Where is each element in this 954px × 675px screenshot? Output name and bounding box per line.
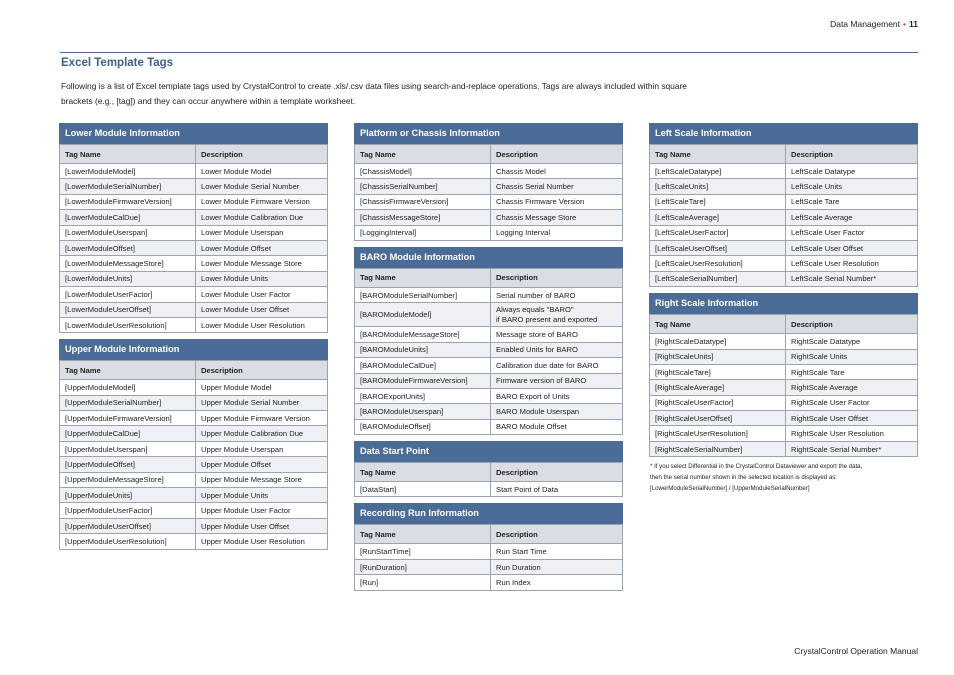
column-header-tag-name: Tag Name [355,268,491,287]
tag-name-cell: [UpperModuleUserResolution] [60,534,196,549]
section-data-start [354,441,623,497]
footnote-line: [LowerModuleSerialNumber] / [UpperModuleSerialNumber] [650,485,810,493]
tag-name-cell: [LowerModuleMessageStore] [60,256,196,271]
description-cell: Firmware version of BARO [491,373,623,388]
tag-name-cell: [ChassisSerialNumber] [355,179,491,194]
description-cell: Upper Module Userspan [196,441,328,456]
tag-name-cell: [UpperModuleSerialNumber] [60,395,196,410]
table-row [355,225,623,240]
column-header-tag-name: Tag Name [60,145,196,164]
section-title: Platform or Chassis Information [354,123,623,144]
tag-name-cell: [LeftScaleUserFactor] [650,225,786,240]
table-row [650,194,918,209]
table-row [355,179,623,194]
table-header-row [650,145,918,164]
description-cell: Run Start Time [491,544,623,559]
column-header-tag-name: Tag Name [650,145,786,164]
table-row [60,302,328,317]
tag-name-cell: [BAROExportUnits] [355,388,491,403]
description-cell: Upper Module Firmware Version [196,411,328,426]
description-cell: LeftScale Units [786,179,918,194]
section-baro-module [354,247,623,435]
description-cell: Lower Module Firmware Version [196,194,328,209]
table-row [60,503,328,518]
table-header-row [355,463,623,482]
description-cell: Upper Module User Offset [196,518,328,533]
table-row [650,349,918,364]
description-cell: Chassis Model [491,164,623,179]
description-cell: Upper Module User Factor [196,503,328,518]
table-row [60,287,328,302]
tag-name-cell: [UpperModuleUserspan] [60,441,196,456]
description-cell: Serial number of BARO [491,287,623,302]
tag-name-cell: [LeftScaleDatatype] [650,164,786,179]
description-cell: Logging Interval [491,225,623,240]
tag-name-cell: [LeftScaleUserOffset] [650,240,786,255]
column-header-description: Description [196,361,328,380]
tag-table [354,524,623,590]
description-cell: LeftScale Serial Number* [786,271,918,286]
description-cell: Lower Module Userspan [196,225,328,240]
column-header-tag-name: Tag Name [60,361,196,380]
table-row [650,271,918,286]
description-cell: Upper Module Message Store [196,472,328,487]
table-row [650,364,918,379]
table-row [355,559,623,574]
footnote [649,461,918,494]
section-title: Data Start Point [354,441,623,462]
tag-name-cell: [RightScaleSerialNumber] [650,441,786,456]
table-row [650,256,918,271]
table-row [60,488,328,503]
table-row [355,358,623,373]
tag-name-cell: [RightScaleAverage] [650,380,786,395]
table-header-row [355,525,623,544]
description-cell: Lower Module Offset [196,240,328,255]
tag-table [354,268,623,435]
column-header-description: Description [491,463,623,482]
tag-name-cell: [ChassisModel] [355,164,491,179]
tag-name-cell: [RightScaleUserResolution] [650,426,786,441]
table-row [60,240,328,255]
section-right-scale [649,293,918,457]
section-title: Left Scale Information [649,123,918,144]
description-cell: Upper Module Model [196,380,328,395]
tag-name-cell: [BAROModuleUnits] [355,342,491,357]
tag-name-cell: [DataStart] [355,482,491,497]
tag-name-cell: [LowerModuleModel] [60,164,196,179]
tag-name-cell: [UpperModuleMessageStore] [60,472,196,487]
section-upper-module [59,339,328,549]
tag-table [59,360,328,549]
column-header-description: Description [196,145,328,164]
section-title: Right Scale Information [649,293,918,314]
table-row [60,194,328,209]
description-cell: Lower Module Calibration Due [196,210,328,225]
table-row [355,419,623,434]
page-footer: CrystalControl Operation Manual [794,646,918,656]
tag-name-cell: [RightScaleUserOffset] [650,411,786,426]
tag-name-cell: [LeftScaleUserResolution] [650,256,786,271]
description-cell: RightScale Tare [786,364,918,379]
description-cell: Start Point of Data [491,482,623,497]
description-cell: Message store of BARO [491,327,623,342]
description-cell: LeftScale Datatype [786,164,918,179]
tag-name-cell: [BAROModuleCalDue] [355,358,491,373]
table-row [650,164,918,179]
tag-name-cell: [LowerModuleSerialNumber] [60,179,196,194]
table-row [650,441,918,456]
column-2 [354,123,623,597]
tag-name-cell: [UpperModuleUserOffset] [60,518,196,533]
column-1 [59,123,328,556]
table-header-row [60,145,328,164]
description-cell: Lower Module User Resolution [196,317,328,332]
table-row [355,342,623,357]
tag-name-cell: [BAROModuleModel] [355,303,491,327]
table-row [60,518,328,533]
description-cell: Always equals "BARO" if BARO present and exported [491,303,623,327]
description-cell: Lower Module Message Store [196,256,328,271]
table-row [355,575,623,590]
description-cell: Chassis Serial Number [491,179,623,194]
intro-paragraph: Following is a list of Excel template tags used by CrystalControl to create .xls/.csv data files using search-and-replace operations. Tags are always included within square brackets (e.g., [tag]) and they can occur anywhere within a template worksheet. [61,81,687,106]
description-cell: Upper Module Offset [196,457,328,472]
page-header [830,19,918,29]
column-header-tag-name: Tag Name [355,463,491,482]
description-cell: LeftScale User Resolution [786,256,918,271]
table-row [60,179,328,194]
tag-name-cell: [LeftScaleUnits] [650,179,786,194]
table-row [650,395,918,410]
table-row [60,441,328,456]
table-header-row [355,268,623,287]
table-row [650,380,918,395]
table-row [60,426,328,441]
column-header-description: Description [491,268,623,287]
header-bullet: • [903,19,906,29]
tag-name-cell: [BAROModuleOffset] [355,419,491,434]
description-cell: Lower Module Units [196,271,328,286]
tag-name-cell: [LowerModuleUserspan] [60,225,196,240]
tag-name-cell: [RightScaleDatatype] [650,334,786,349]
column-header-description: Description [786,145,918,164]
tag-name-cell: [RightScaleTare] [650,364,786,379]
section-platform-chassis [354,123,623,241]
header-rule [60,52,918,53]
description-cell: BARO Export of Units [491,388,623,403]
tag-name-cell: [LowerModuleUserResolution] [60,317,196,332]
table-row [60,256,328,271]
description-cell: Upper Module Units [196,488,328,503]
column-header-tag-name: Tag Name [355,145,491,164]
section-left-scale [649,123,918,287]
tag-name-cell: [LowerModuleUnits] [60,271,196,286]
tag-table [649,314,918,457]
tag-name-cell: [UpperModuleUnits] [60,488,196,503]
table-row [355,303,623,327]
table-row [355,404,623,419]
description-cell: RightScale Datatype [786,334,918,349]
description-cell: Chassis Firmware Version [491,194,623,209]
description-cell: BARO Module Userspan [491,404,623,419]
table-row [355,194,623,209]
column-header-tag-name: Tag Name [650,315,786,334]
table-row [60,380,328,395]
section-title: Upper Module Information [59,339,328,360]
description-cell: Lower Module User Factor [196,287,328,302]
table-row [355,482,623,497]
tag-name-cell: [LoggingInterval] [355,225,491,240]
tag-name-cell: [RightScaleUserFactor] [650,395,786,410]
description-cell: LeftScale Tare [786,194,918,209]
table-row [650,179,918,194]
header-section: Data Management [830,19,901,29]
table-row [355,210,623,225]
table-row [60,395,328,410]
table-header-row [60,361,328,380]
tag-name-cell: [BAROModuleMessageStore] [355,327,491,342]
tag-name-cell: [LowerModuleUserOffset] [60,302,196,317]
tag-name-cell: [UpperModuleOffset] [60,457,196,472]
column-header-description: Description [491,145,623,164]
tag-table [59,144,328,333]
tag-name-cell: [UpperModuleUserFactor] [60,503,196,518]
table-row [60,411,328,426]
description-cell: Upper Module Serial Number [196,395,328,410]
column-header-description: Description [786,315,918,334]
description-cell: Chassis Message Store [491,210,623,225]
table-row [650,240,918,255]
column-header-description: Description [491,525,623,544]
section-title: Lower Module Information [59,123,328,144]
tag-name-cell: [LeftScaleSerialNumber] [650,271,786,286]
table-row [60,457,328,472]
description-cell: RightScale Units [786,349,918,364]
table-row [650,334,918,349]
table-row [60,210,328,225]
tag-name-cell: [UpperModuleFirmwareVersion] [60,411,196,426]
table-row [650,225,918,240]
section-title: BARO Module Information [354,247,623,268]
tag-name-cell: [ChassisMessageStore] [355,210,491,225]
table-row [355,327,623,342]
table-row [650,426,918,441]
table-header-row [650,315,918,334]
tag-name-cell: [BAROModuleUserspan] [355,404,491,419]
tag-name-cell: [LowerModuleOffset] [60,240,196,255]
page-number: 11 [909,19,918,29]
table-row [60,472,328,487]
description-cell: LeftScale User Factor [786,225,918,240]
tag-name-cell: [BAROModuleSerialNumber] [355,287,491,302]
section-title: Recording Run Information [354,503,623,524]
page-title: Excel Template Tags [61,57,174,69]
description-cell: Calibration due date for BARO [491,358,623,373]
tag-name-cell: [RunStartTime] [355,544,491,559]
column-3 [649,123,918,494]
description-cell: RightScale Serial Number* [786,441,918,456]
tag-name-cell: [LowerModuleUserFactor] [60,287,196,302]
description-cell: Lower Module Serial Number [196,179,328,194]
description-cell: Run Duration [491,559,623,574]
section-recording-run [354,503,623,590]
table-row [355,164,623,179]
table-row [355,388,623,403]
tag-table [649,144,918,287]
table-row [60,271,328,286]
table-header-row [355,145,623,164]
description-cell: LeftScale User Offset [786,240,918,255]
tag-name-cell: [UpperModuleModel] [60,380,196,395]
description-cell: RightScale Average [786,380,918,395]
footnote-line: * If you select Differential in the CrystalControl Dataviewer and export the data, [650,463,863,471]
table-row [355,287,623,302]
table-row [60,164,328,179]
description-cell: RightScale User Resolution [786,426,918,441]
tag-name-cell: [UpperModuleCalDue] [60,426,196,441]
description-cell: Upper Module User Resolution [196,534,328,549]
description-cell: RightScale User Offset [786,411,918,426]
tag-name-cell: [RightScaleUnits] [650,349,786,364]
footnote-line: then the serial number shown in the selected location is displayed as: [650,474,837,482]
section-lower-module [59,123,328,333]
table-row [60,225,328,240]
table-row [355,544,623,559]
description-cell: Enabled Units for BARO [491,342,623,357]
description-cell: Lower Module Model [196,164,328,179]
tag-name-cell: [RunDuration] [355,559,491,574]
description-cell: BARO Module Offset [491,419,623,434]
table-row [650,411,918,426]
tag-name-cell: [LowerModuleFirmwareVersion] [60,194,196,209]
table-row [60,317,328,332]
tag-name-cell: [ChassisFirmwareVersion] [355,194,491,209]
tag-name-cell: [BAROModuleFirmwareVersion] [355,373,491,388]
description-cell: LeftScale Average [786,210,918,225]
table-row [60,534,328,549]
description-cell: Lower Module User Offset [196,302,328,317]
table-row [650,210,918,225]
tag-name-cell: [LeftScaleAverage] [650,210,786,225]
description-cell: Run Index [491,575,623,590]
column-header-tag-name: Tag Name [355,525,491,544]
tag-name-cell: [LowerModuleCalDue] [60,210,196,225]
tag-table [354,144,623,241]
tag-name-cell: [Run] [355,575,491,590]
tag-name-cell: [LeftScaleTare] [650,194,786,209]
table-row [355,373,623,388]
description-cell: Upper Module Calibration Due [196,426,328,441]
description-cell: RightScale User Factor [786,395,918,410]
tag-table [354,462,623,497]
